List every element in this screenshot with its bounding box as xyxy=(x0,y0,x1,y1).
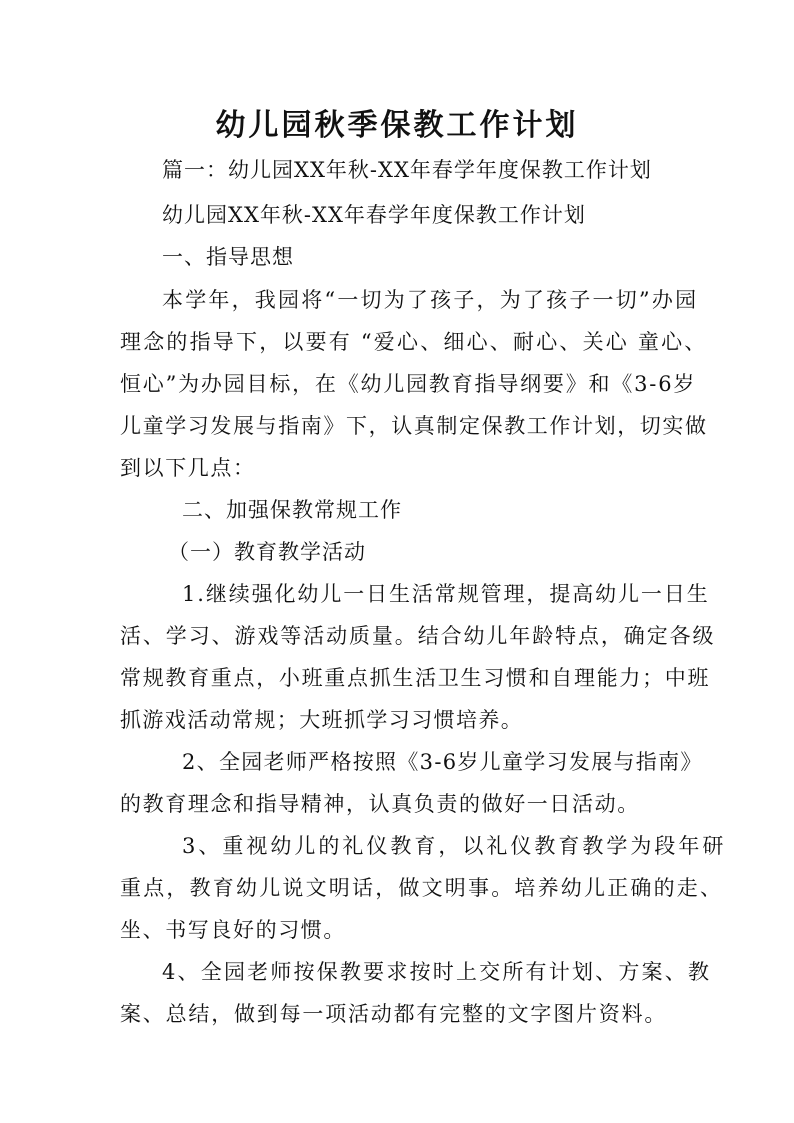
part-heading: 篇一：幼儿园XX年秋-XX年春学年度保教工作计划 xyxy=(162,158,652,182)
text-line: 活、学习、游戏等活动质量。结合幼儿年龄特点，确定各级 xyxy=(120,624,716,648)
section-heading-routine-work: 二、加强保教常规工作 xyxy=(182,498,402,522)
text-line: 重点，教育幼儿说文明话，做文明事。培养幼儿正确的走、 xyxy=(120,876,724,900)
text-line: 2、全园老师严格按照《3-6岁儿童学习发展与指南》 xyxy=(182,750,703,774)
text-line: 抓游戏活动常规；大班抓学习习惯培养。 xyxy=(120,708,524,732)
text-line: 4、全园老师按保教要求按时上交所有计划、方案、教 xyxy=(162,960,712,984)
text-line: 本学年，我园将“一切为了孩子，为了孩子一切”办园 xyxy=(162,288,699,312)
section-heading-guiding-thought: 一、指导思想 xyxy=(162,245,294,269)
document-title: 幼儿园秋季保教工作计划 xyxy=(215,108,579,143)
text-line: 到以下几点： xyxy=(120,456,256,480)
plan-subtitle: 幼儿园XX年秋-XX年春学年度保教工作计划 xyxy=(162,203,586,227)
text-line: 理念的指导下，以要有 “爱心、细心、耐心、关心 童心、 xyxy=(120,330,708,354)
text-line: 的教育理念和指导精神，认真负责的做好一日活动。 xyxy=(120,792,640,816)
text-line: 3、重视幼儿的礼仪教育，以礼仪教育教学为段年研 xyxy=(182,834,727,858)
text-line: 案、总结，做到每一项活动都有完整的文字图片资料。 xyxy=(120,1002,668,1026)
text-line: 1.继续强化幼儿一日生活常规管理，提高幼儿一日生 xyxy=(182,582,710,606)
text-line: 坐、书写良好的习惯。 xyxy=(120,918,346,942)
subsection-heading-teaching: （一）教育教学活动 xyxy=(168,540,366,564)
text-line: 恒心”为办园目标，在《幼儿园教育指导纲要》和《3-6岁 xyxy=(120,372,697,396)
text-line: 儿童学习发展与指南》下，认真制定保教工作计划，切实做 xyxy=(120,414,708,438)
text-line: 常规教育重点，小班重点抓生活卫生习惯和自理能力；中班 xyxy=(120,666,711,690)
